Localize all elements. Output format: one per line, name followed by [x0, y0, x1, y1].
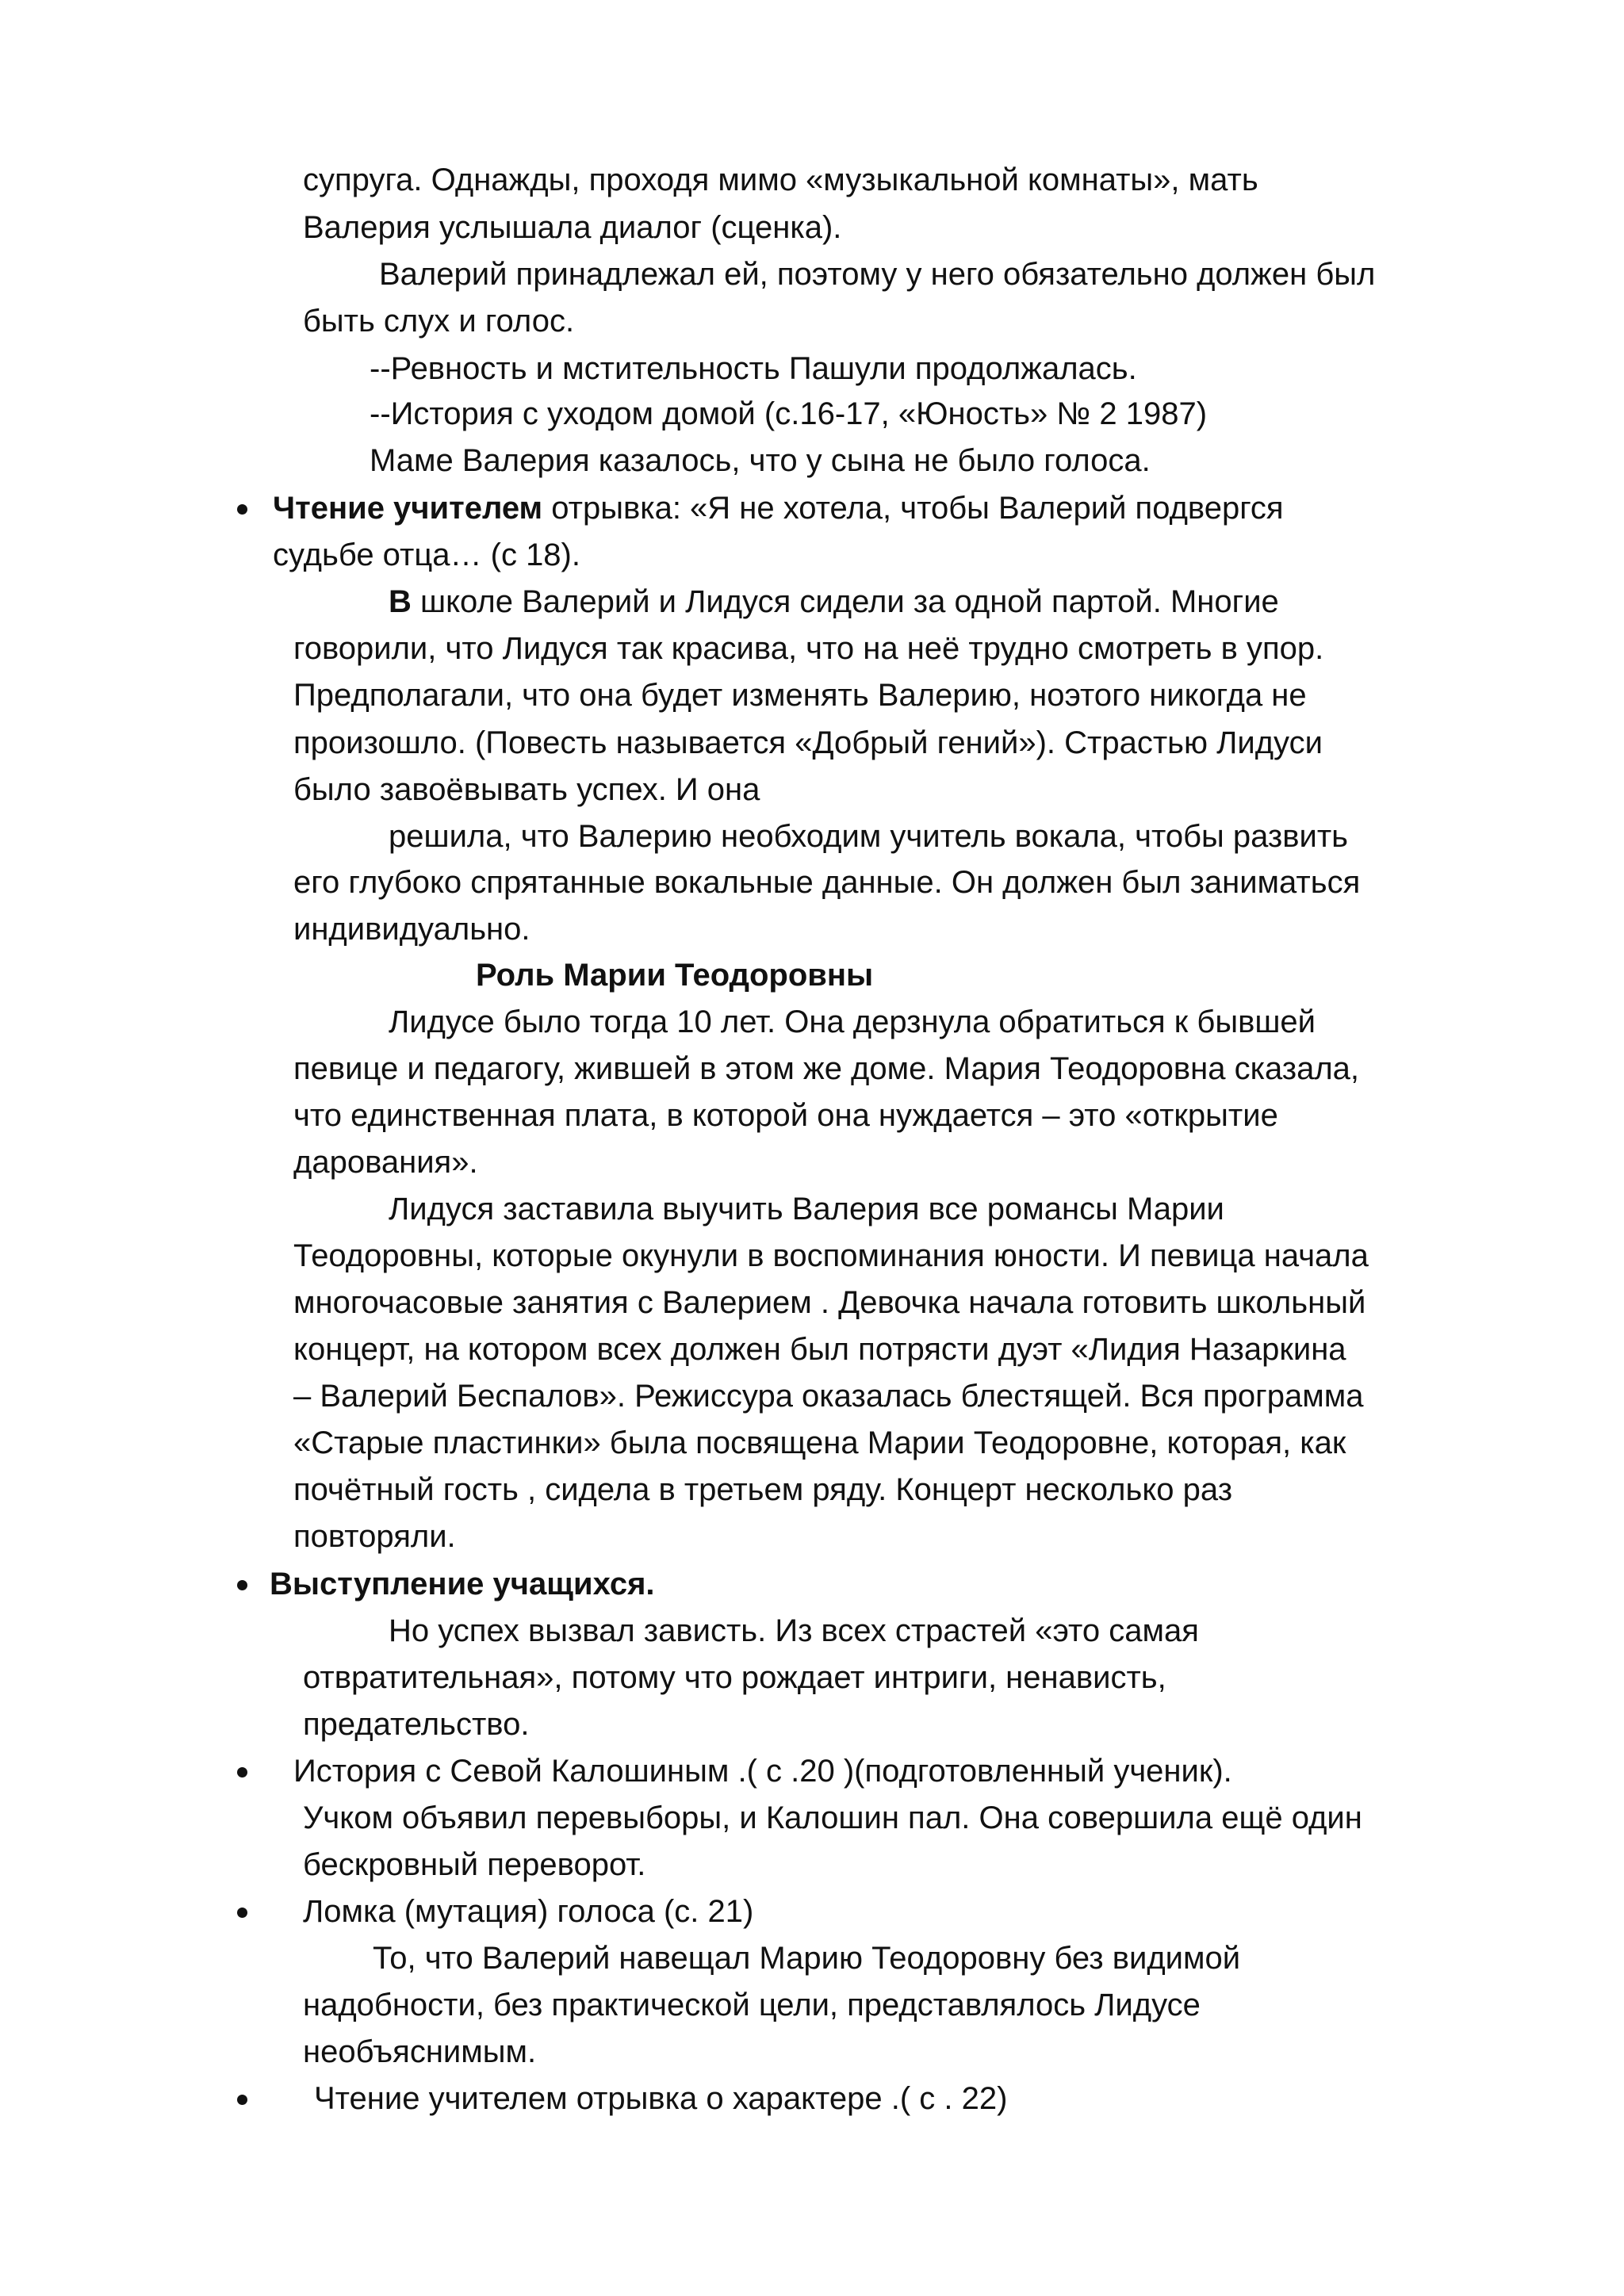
- bold-lead: В: [389, 584, 412, 619]
- bullet-item: Чтение учителем отрывка: «Я не хотела, чтобы Валерий подвергся: [273, 491, 1284, 526]
- text-line: почётный гость , сидела в третьем ряду. Концерт несколько раз: [293, 1472, 1233, 1507]
- text-line: многочасовые занятия с Валерием . Девочка начала готовить школьный: [293, 1285, 1366, 1320]
- text-line: В школе Валерий и Лидуся сидели за одной партой. Многие: [389, 584, 1279, 619]
- text-line: То, что Валерий навещал Марию Теодоровну без видимой: [373, 1941, 1241, 1976]
- text-line: Маме Валерия казалось, что у сына не было голоса.: [370, 443, 1151, 478]
- text-line: решила, что Валерию необходим учитель вокала, чтобы развить: [389, 819, 1349, 854]
- bullet-item: Ломка (мутация) голоса (с. 21): [303, 1894, 754, 1929]
- text-line: супруга. Однажды, проходя мимо «музыкальной комнаты», мать: [303, 163, 1258, 197]
- text-line: --История с уходом домой (с.16-17, «Юность» № 2 1987): [370, 396, 1208, 431]
- bullet-item: История с Севой Калошиным .( с .20 )(подготовленный ученик).: [293, 1754, 1232, 1789]
- section-heading: Роль Марии Теодоровны: [476, 958, 874, 993]
- text-line: быть слух и голос.: [303, 304, 575, 339]
- text-line: концерт, на котором всех должен был потрясти дуэт «Лидия Назаркина: [293, 1332, 1346, 1367]
- text-line: судьбе отца… (с 18).: [273, 538, 580, 572]
- text-line: бескровный переворот.: [303, 1847, 646, 1882]
- text-line: Лидуся заставила выучить Валерия все романсы Марии: [389, 1192, 1224, 1226]
- text-line: Теодоровны, которые окунули в воспоминания юности. И певица начала: [293, 1238, 1369, 1273]
- bold-lead: Чтение учителем: [273, 491, 543, 526]
- text-line: Валерий принадлежал ей, поэтому у него обязательно должен был: [379, 257, 1376, 292]
- text-line: говорили, что Лидуся так красива, что на неё трудно смотреть в упор.: [293, 631, 1324, 666]
- text-line: индивидуально.: [293, 912, 530, 947]
- text-line: «Старые пластинки» была посвящена Марии Теодоровне, которая, как: [293, 1425, 1346, 1460]
- text-line: надобности, без практической цели, представлялось Лидусе: [303, 1988, 1201, 2022]
- text-line: Валерия услышала диалог (сценка).: [303, 210, 842, 245]
- text-line: было завоёвывать успех. И она: [293, 772, 760, 807]
- text-line: дарования».: [293, 1145, 478, 1180]
- text-line: Лидусе было тогда 10 лет. Она дерзнула обратиться к бывшей: [389, 1004, 1316, 1039]
- bullet-dot: [237, 1908, 247, 1918]
- text-line: Но успех вызвал зависть. Из всех страстей «это самая: [389, 1613, 1199, 1648]
- text-line: Учком объявил перевыборы, и Калошин пал. Она совершила ещё один: [303, 1800, 1362, 1835]
- text-line: певице и педагогу, жившей в этом же доме. Мария Теодоровна сказала,: [293, 1051, 1360, 1086]
- text-line: предательство.: [303, 1707, 530, 1742]
- text-line: произошло. (Повесть называется «Добрый гений»). Страстью Лидуси: [293, 725, 1323, 760]
- bullet-dot: [237, 504, 247, 515]
- text-line: его глубоко спрятанные вокальные данные. Он должен был заниматься: [293, 865, 1361, 900]
- bullet-item: Выступление учащихся.: [270, 1567, 655, 1601]
- text-line: что единственная плата, в которой она нуждается – это «открытие: [293, 1098, 1278, 1133]
- bullet-dot: [237, 1767, 247, 1777]
- text-line: отвратительная», потому что рождает интриги, ненависть,: [303, 1660, 1166, 1695]
- text-line: необъяснимым.: [303, 2034, 537, 2069]
- text-line: – Валерий Беспалов». Режиссура оказалась блестящей. Вся программа: [293, 1379, 1364, 1414]
- text-line: повторяли.: [293, 1519, 456, 1554]
- bullet-dot: [237, 2095, 247, 2105]
- text-line: Предполагали, что она будет изменять Валерию, ноэтого никогда не: [293, 678, 1307, 713]
- bullet-dot: [237, 1580, 247, 1590]
- text-line: --Ревность и мстительность Пашули продолжалась.: [370, 351, 1137, 386]
- bullet-item: Чтение учителем отрывка о характере .( с . 22): [314, 2081, 1008, 2116]
